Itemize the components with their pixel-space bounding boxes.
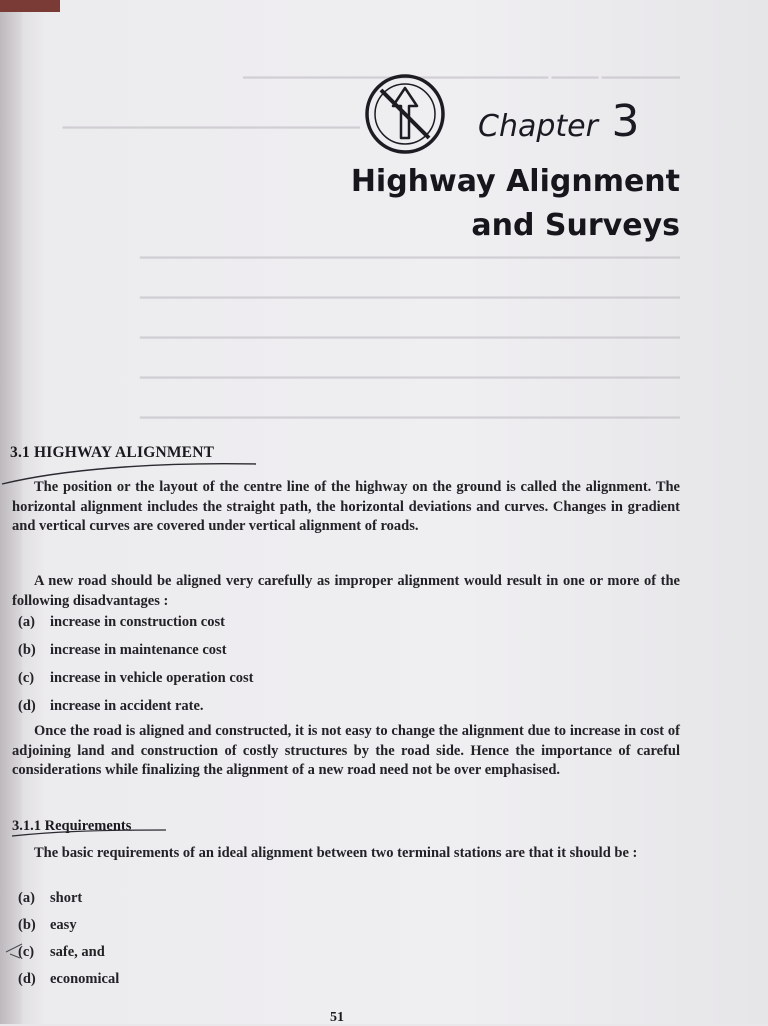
chapter-emblem-icon [357,68,453,160]
show-through-text: ━━━━━━━━━━ ━━━━━━ ━━━━━━━━━━━━━━━━━━━━━━━━━━━━━━━━━━━━━━━ [243,70,680,85]
chapter-title-line-1: Highway Alignment [350,164,680,199]
show-through-text: ━━━━━━━━━━━━━━━━━━━━━━━━━━━━━━━━━━━━━━ [62,120,360,135]
paragraph-2 [12,572,680,611]
subsection-heading: 3.1.1 Requirements [12,818,132,834]
show-through-text: ━━━━━━━━━━━━━━━━━━━━━━━━━━━━━━━━━━━━━━━━━━━━━━━━━━━━━━━━━━━━━━━━━━━━━ [139,370,680,385]
list-item-text: safe, and [50,944,105,960]
cover-edge [0,0,60,12]
list-item [18,698,204,715]
list-item [18,917,77,934]
list-marker: (c) [18,944,35,960]
list-marker: (a) [18,614,35,630]
chapter-word: Chapter [478,109,598,144]
chapter-label [478,96,640,147]
show-through-text: ━━━━━━━━━━━━━━━━━━━━━━━━━━━━━━━━━━━━━━━━━━━━━━━━━━━━━━━━━━━━━━━━━━━━━ [139,330,680,345]
list-item [18,971,119,988]
list-item-text: easy [50,917,77,933]
paragraph-4-text: The basic requirements of an ideal alignment between two terminal stations are that it should be : [34,845,638,861]
list-item [18,670,254,687]
list-item-text: increase in construction cost [50,614,225,630]
list-marker: (d) [18,971,36,987]
list-marker: (c) [18,670,35,686]
paragraph-2-text: A new road should be aligned very carefully as improper alignment would result in one or more of the following disadvantages : [12,573,680,609]
list-item [18,890,82,907]
handwritten-strike [10,822,170,842]
list-marker: (a) [18,890,35,906]
page-number: 51 [330,1010,344,1025]
paragraph-1-text: The position or the layout of the centre line of the highway on the ground is called the alignment. The horizontal alignment includes the straight path, the horizontal deviations and curves. Changes in gradient and vertical curves are covered under vertical alignment of roads. [12,479,680,534]
list-marker: (b) [18,917,36,933]
show-through-text: ━━━━━━━━━━━━━━━━━━━━━━━━━━━━━━━━━━━━━━━━━━━━━━━━━━━━━━━━━━━━━━━━━━━━━ [139,250,680,265]
chapter-number: 3 [611,96,640,147]
paragraph-1 [12,478,680,537]
list-item-text: economical [50,971,120,987]
list-item [18,642,227,659]
paragraph-3-text: Once the road is aligned and constructed, it is not easy to change the alignment due to increase in cost of adjoining land and construction of costly structures by the road side. Hence the importance of careful considerations while finalizing the alignment of a new road need not be over emphasised. [12,723,680,778]
paragraph-3 [12,722,680,781]
chapter-title-line-2: and Surveys [471,208,680,243]
show-through-text: ━━━━━━━━━━━━━━━━━━━━━━━━━━━━━━━━━━━━━━━━━━━━━━━━━━━━━━━━━━━━━━━━━━━━━ [139,410,680,425]
chapter-title [351,160,680,248]
list-item-text: increase in maintenance cost [50,642,227,658]
section-heading: 3.1 HIGHWAY ALIGNMENT [10,444,215,461]
list-item-text: increase in accident rate. [50,698,204,714]
show-through-text: ━━━━━━━━━━━━━━━━━━━━━━━━━━━━━━━━━━━━━━━━━━━━━━━━━━━━━━━━━━━━━━━━━━━━━ [139,290,680,305]
list-item-text: increase in vehicle operation cost [50,670,254,686]
paragraph-4 [12,844,680,864]
pencil-mark-icon [4,940,26,960]
list-item-text: short [50,890,83,906]
list-marker: (d) [18,698,36,714]
list-marker: (b) [18,642,36,658]
list-item [18,944,105,961]
list-item [18,614,225,631]
